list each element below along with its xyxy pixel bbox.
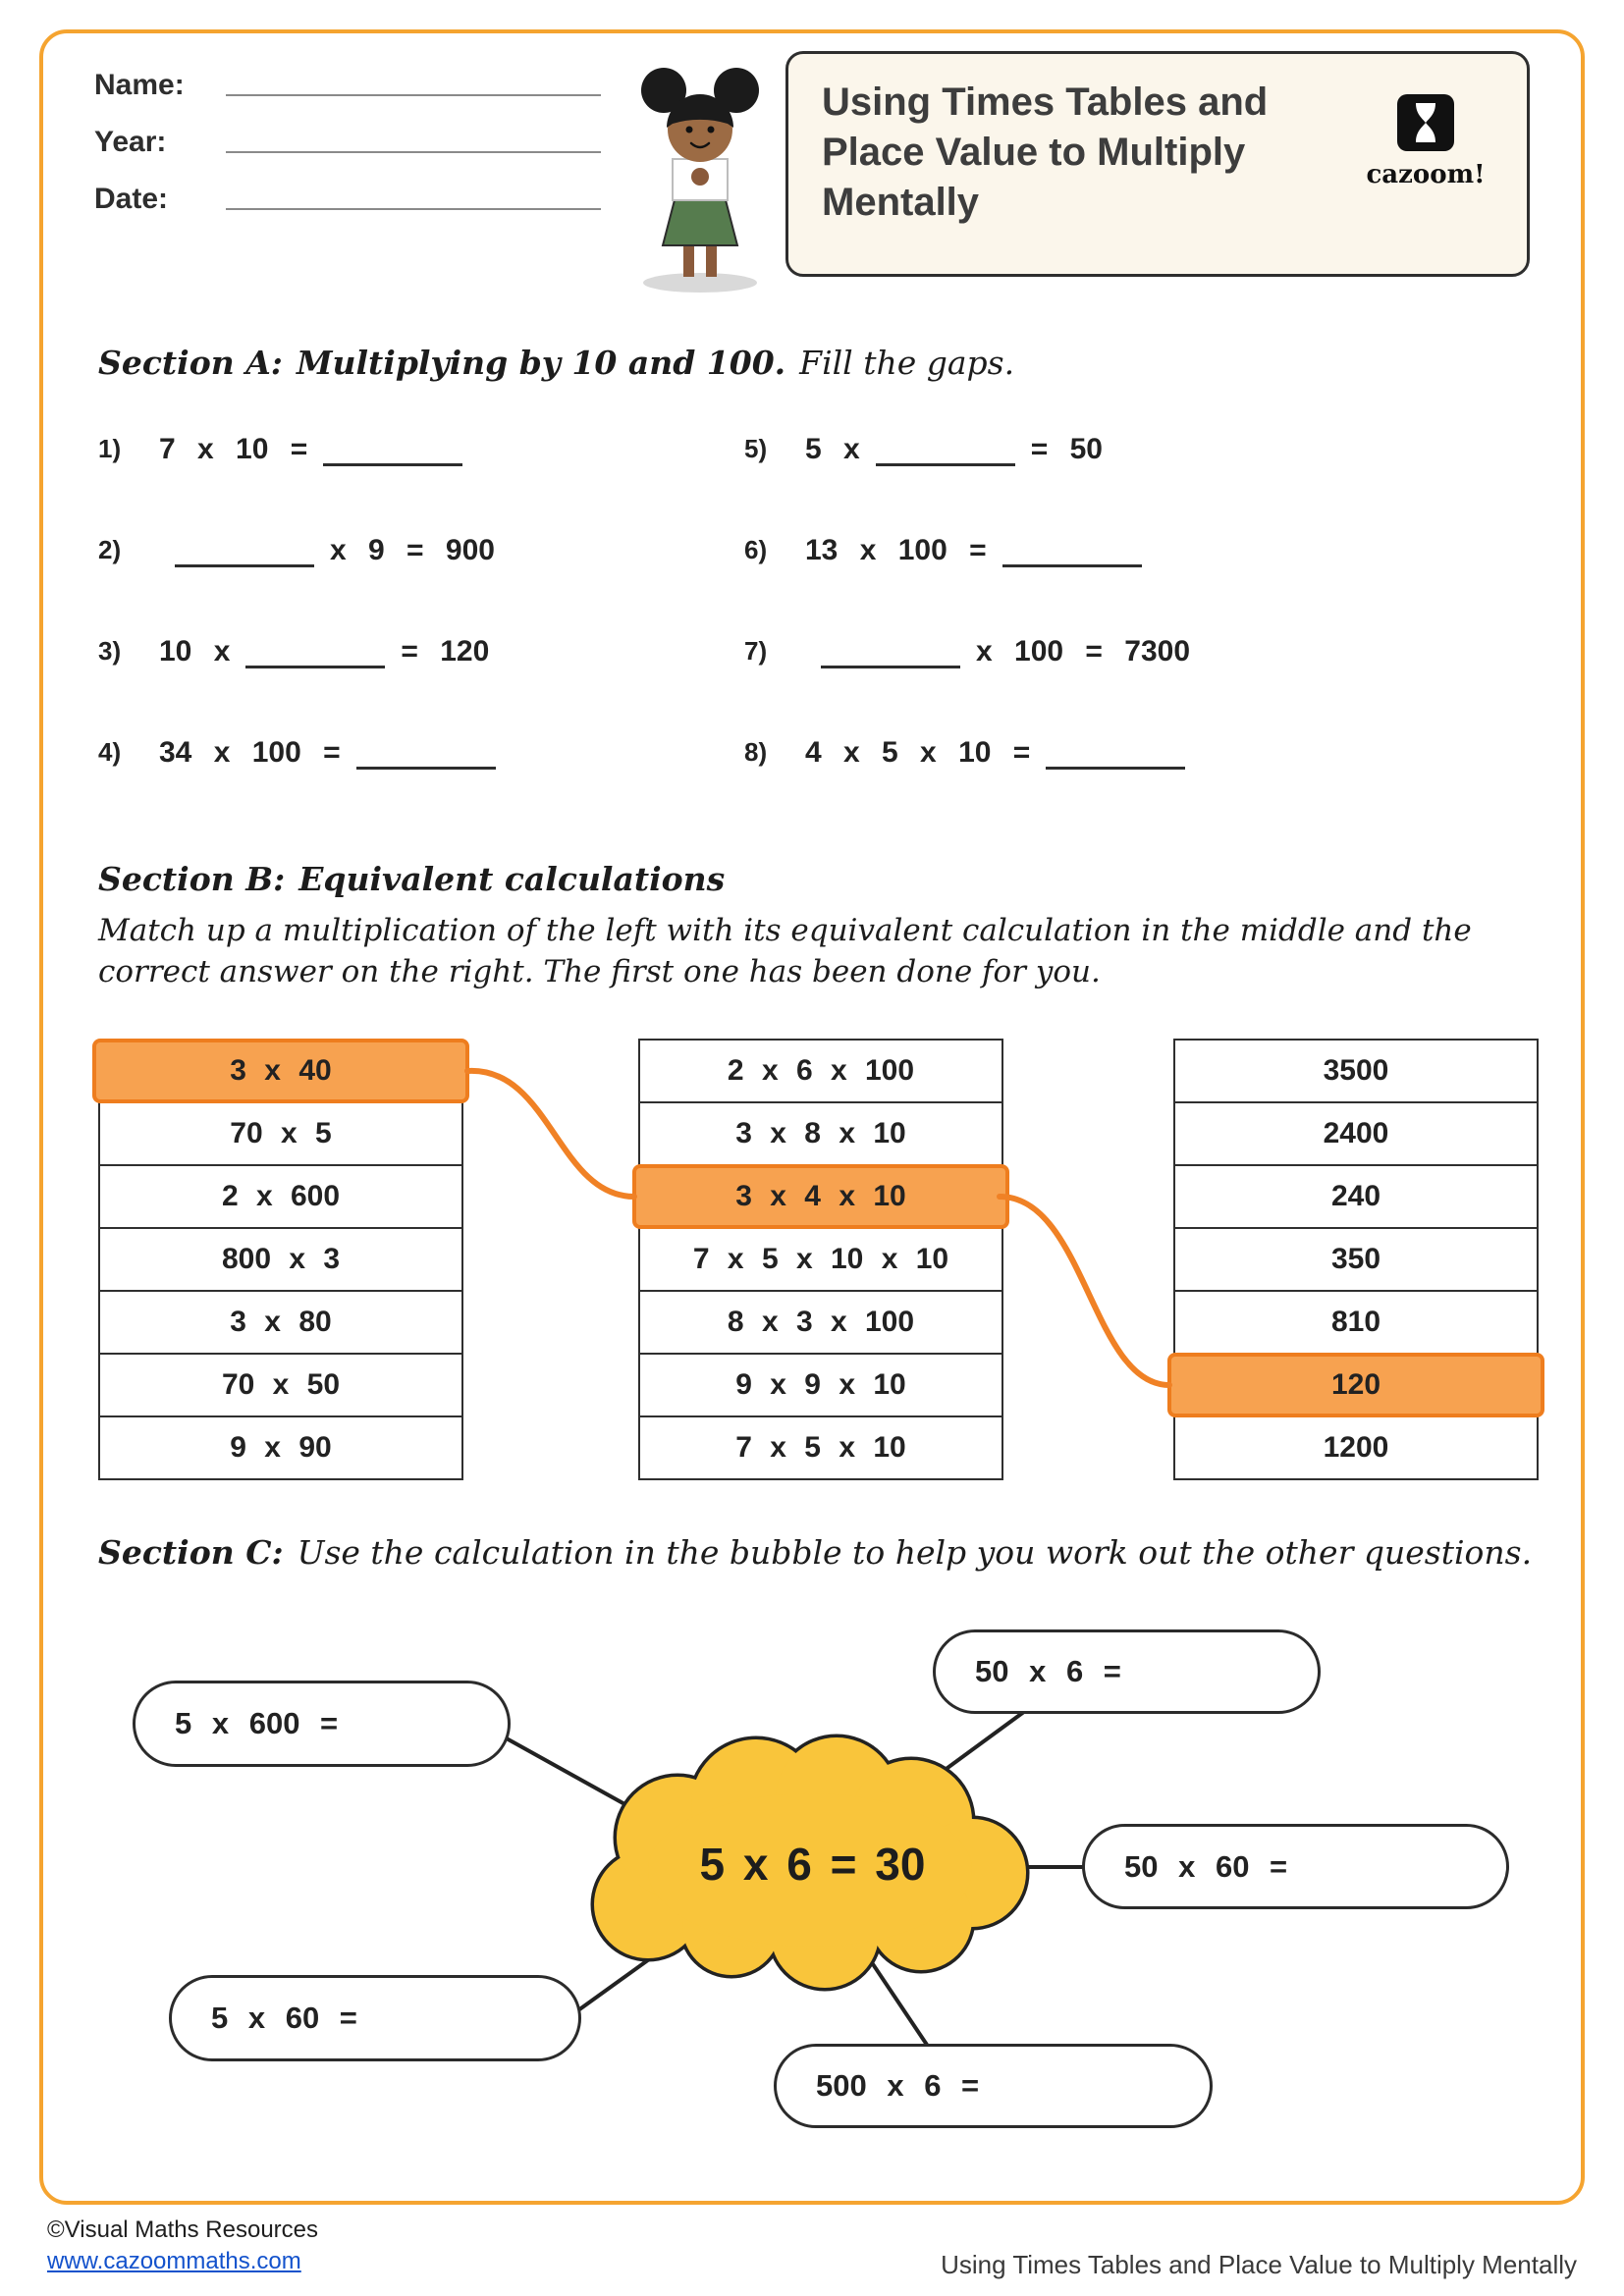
match-cell-left-4: 3 x 80 [98,1290,463,1355]
answer-blank [1046,733,1185,770]
match-cell-mid-3: 7 x 5 x 10 x 10 [638,1227,1003,1292]
match-cell-left-3: 800 x 3 [98,1227,463,1292]
worksheet-title-box [785,51,1530,277]
match-cell-right-4: 810 [1173,1290,1539,1355]
section-a-heading [98,344,1014,382]
question-bubble-top-left: 5 x 600 = [133,1681,511,1767]
date-line [226,183,601,210]
question-5 [744,430,1532,466]
match-cell-right-3: 350 [1173,1227,1539,1292]
question-3 [98,632,727,668]
question-bubble-top-right: 50 x 6 = [933,1629,1321,1714]
match-cell-left-2: 2 x 600 [98,1164,463,1229]
section-a-instruction: Fill the gaps. [799,344,1015,382]
answer-blank [1002,531,1142,567]
question-text: 34 x 100 = [159,736,341,769]
answer-blank [323,430,462,466]
question-number: 5) [744,434,768,463]
question-text: x 100 = 7300 [976,635,1191,667]
section-b-instruction: Match up a multiplication of the left with its equivalent calculation in the middle and the correct answer on the right. The first one has been done for you. [98,913,1472,989]
date-label: Date: [94,183,169,215]
question-text: x 9 = 900 [330,534,495,566]
worksheet-title: Using Times Tables and Place Value to Multiply Mentally [822,80,1269,225]
question-number: 4) [98,737,122,767]
brand-logo [1366,91,1486,189]
year-line [226,126,601,153]
question-number: 8) [744,737,768,767]
match-cell-right-1: 2400 [1173,1101,1539,1166]
student-character-illustration [607,47,793,294]
section-c-heading [98,1533,1532,1572]
match-cell-mid-6: 7 x 5 x 10 [638,1415,1003,1480]
question-text: 7 x 10 = [159,433,308,465]
question-text: = 50 [1030,433,1103,465]
question-text: 4 x 5 x 10 = [805,736,1031,769]
section-c-label: Section C: [98,1533,284,1572]
answer-blank [821,632,960,668]
match-column-right [1173,1039,1539,1480]
question-4 [98,733,727,770]
match-column-left [98,1039,463,1480]
bubble-calculation: 5 x 6 = 30 [699,1839,926,1890]
question-number: 6) [744,535,768,564]
question-bubble-bottom: 500 x 6 = [774,2044,1213,2128]
match-cell-right-6: 1200 [1173,1415,1539,1480]
year-label: Year: [94,126,167,158]
brand-name: cazoom! [1366,160,1486,189]
match-cell-right-2: 240 [1173,1164,1539,1229]
name-label: Name: [94,69,185,101]
question-2 [98,531,727,567]
match-cell-left-5: 70 x 50 [98,1353,463,1417]
match-cell-right-5: 120 [1167,1353,1544,1417]
question-text: 13 x 100 = [805,534,987,566]
match-cell-left-0: 3 x 40 [92,1039,469,1103]
section-a-questions [98,430,1532,770]
match-column-middle [638,1039,1003,1480]
question-number: 2) [98,535,122,564]
answer-blank [245,632,385,668]
match-cell-mid-0: 2 x 6 x 100 [638,1039,1003,1103]
question-bubble-bottom-left: 5 x 60 = [169,1975,581,2061]
question-number: 7) [744,636,768,666]
match-cell-mid-2: 3 x 4 x 10 [632,1164,1009,1229]
match-cell-left-1: 70 x 5 [98,1101,463,1166]
question-number: 1) [98,434,122,463]
question-bubble-right: 50 x 60 = [1082,1824,1509,1909]
match-cell-left-6: 9 x 90 [98,1415,463,1480]
match-cell-mid-4: 8 x 3 x 100 [638,1290,1003,1355]
footer-website-link[interactable]: www.cazoommaths.com [47,2248,301,2274]
question-6 [744,531,1532,567]
match-cell-mid-5: 9 x 9 x 10 [638,1353,1003,1417]
question-number: 3) [98,636,122,666]
cazoom-hourglass-icon [1394,91,1457,154]
section-a-label: Section A: [98,344,283,382]
section-a-title: Multiplying by 10 and 100. [296,344,786,382]
answer-blank [876,430,1015,466]
section-b-label: Section B: [98,860,286,898]
bubble-diagram [39,1610,1581,2174]
answer-blank [356,733,496,770]
question-7 [744,632,1532,668]
footer-copyright: ©Visual Maths Resources [47,2216,319,2243]
match-cell-right-0: 3500 [1173,1039,1539,1103]
question-8 [744,733,1532,770]
name-line [226,69,601,96]
answer-blank [175,531,314,567]
question-text: 10 x [159,635,231,667]
match-cell-mid-1: 3 x 8 x 10 [638,1101,1003,1166]
matching-diagram [98,1039,1542,1500]
section-b-title: Equivalent calculations [298,860,726,898]
question-text: = 120 [401,635,490,667]
question-text: 5 x [805,433,860,465]
question-1 [98,430,727,466]
section-c-instruction: Use the calculation in the bubble to help you work out the other questions. [297,1533,1533,1572]
section-b-heading [98,860,725,898]
footer-worksheet-title: Using Times Tables and Place Value to Multiply Mentally [941,2250,1577,2279]
